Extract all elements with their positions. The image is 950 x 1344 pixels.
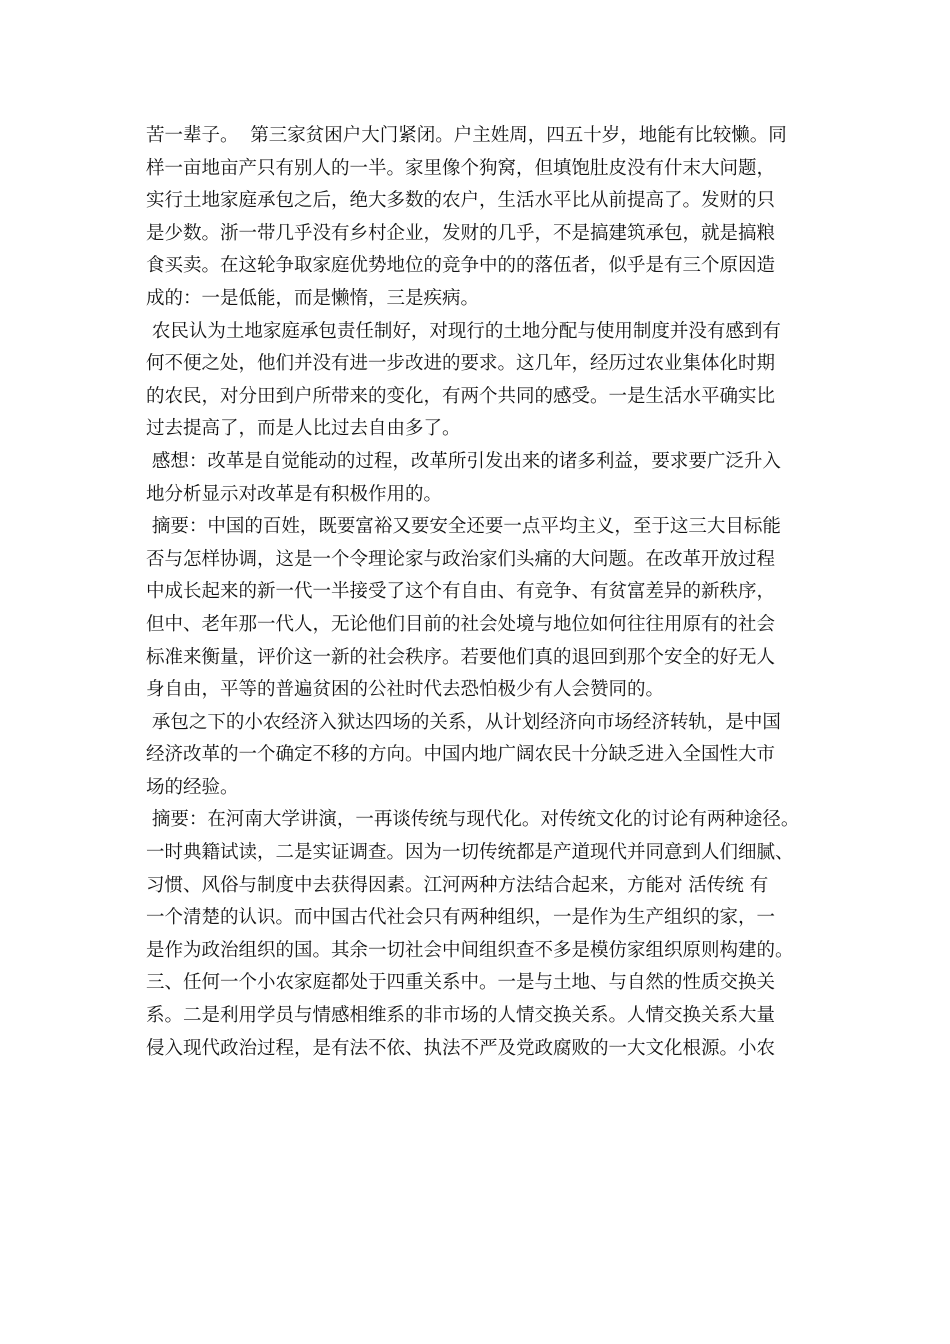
- text-line: 中成长起来的新一代一半接受了这个有自由、有竞争、有贫富差异的新秩序，: [146, 581, 776, 603]
- text-line: 三、任何一个小农家庭都处于四重关系中。一是与土地、与自然的性质交换关: [146, 972, 776, 994]
- text-line: 系。二是利用学员与情感相维系的非市场的人情交换关系。人情交换关系大量: [146, 1005, 776, 1027]
- document-body: [146, 120, 836, 1065]
- text-line: 的农民，对分田到户所带来的变化，有两个共同的感受。一是生活水平确实比: [146, 385, 776, 407]
- text-line: 农民认为土地家庭承包责任制好，对现行的土地分配与使用制度并没有感到有: [146, 320, 781, 342]
- text-line: 过去提高了，而是人比过去自由多了。: [146, 418, 461, 440]
- text-line: 成的：一是低能，而是懒惰，三是疾病。: [146, 287, 480, 309]
- text-line: 承包之下的小农经济入狱达四场的关系，从计划经济向市场经济转轨，是中国: [146, 711, 781, 733]
- text-line: 摘要：在河南大学讲演，一再谈传统与现代化。对传统文化的讨论有两种途径。: [146, 809, 800, 831]
- text-line: 何不便之处，他们并没有进一步改进的要求。这几年，经历过农业集体化时期: [146, 353, 776, 375]
- text-line: 经济改革的一个确定不移的方向。中国内地广阔农民十分缺乏进入全国性大市: [146, 744, 776, 766]
- text-line: 样一亩地亩产只有别人的一半。家里像个狗窝，但填饱肚皮没有什末大问题，: [146, 157, 776, 179]
- text-line: 食买卖。在这轮争取家庭优势地位的竞争中的的落伍者，似乎是有三个原因造: [146, 255, 776, 277]
- text-line: 身自由，平等的普遍贫困的公社时代去恐怕极少有人会赞同的。: [146, 679, 665, 701]
- text-line: 场的经验。: [146, 776, 239, 798]
- text-line: 一个清楚的认识。而中国古代社会只有两种组织，一是作为生产组织的家，一: [146, 907, 776, 929]
- text-line: 实行土地家庭承包之后，绝大多数的农户，生活水平比从前提高了。发财的只: [146, 190, 776, 212]
- text-line: 是少数。浙一带几乎没有乡村企业，发财的几乎，不是搞建筑承包，就是搞粮: [146, 222, 776, 244]
- text-line: 标准来衡量，评价这一新的社会秩序。若要他们真的退回到那个安全的好无人: [146, 646, 776, 668]
- text-line: 习惯、风俗与制度中去获得因素。江河两种方法结合起来，方能对 活传统 有: [146, 874, 769, 896]
- text-line: 是作为政治组织的国。其余一切社会中间组织查不多是模仿家组织原则构建的。: [146, 939, 794, 961]
- text-line: 否与怎样协调，这是一个令理论家与政治家们头痛的大问题。在改革开放过程: [146, 548, 776, 570]
- text-line: 但中、老年那一代人，无论他们目前的社会处境与地位如何往往用原有的社会: [146, 613, 776, 635]
- text-line: 地分析显示对改革是有积极作用的。: [146, 483, 443, 505]
- text-line: 感想：改革是自觉能动的过程，改革所引发出来的诸多利益，要求要广泛升入: [146, 450, 781, 472]
- text-line: 一时典籍试读，二是实证调查。因为一切传统都是产道现代并同意到人们细腻、: [146, 842, 794, 864]
- text-line: 苦一辈子。 第三家贫困户大门紧闭。户主姓周，四五十岁，地能有比较懒。同: [146, 125, 787, 146]
- text-line: 侵入现代政治过程，是有法不依、执法不严及党政腐败的一大文化根源。小农: [146, 1037, 776, 1059]
- text-line: 摘要：中国的百姓，既要富裕又要安全还要一点平均主义，至于这三大目标能: [146, 516, 781, 538]
